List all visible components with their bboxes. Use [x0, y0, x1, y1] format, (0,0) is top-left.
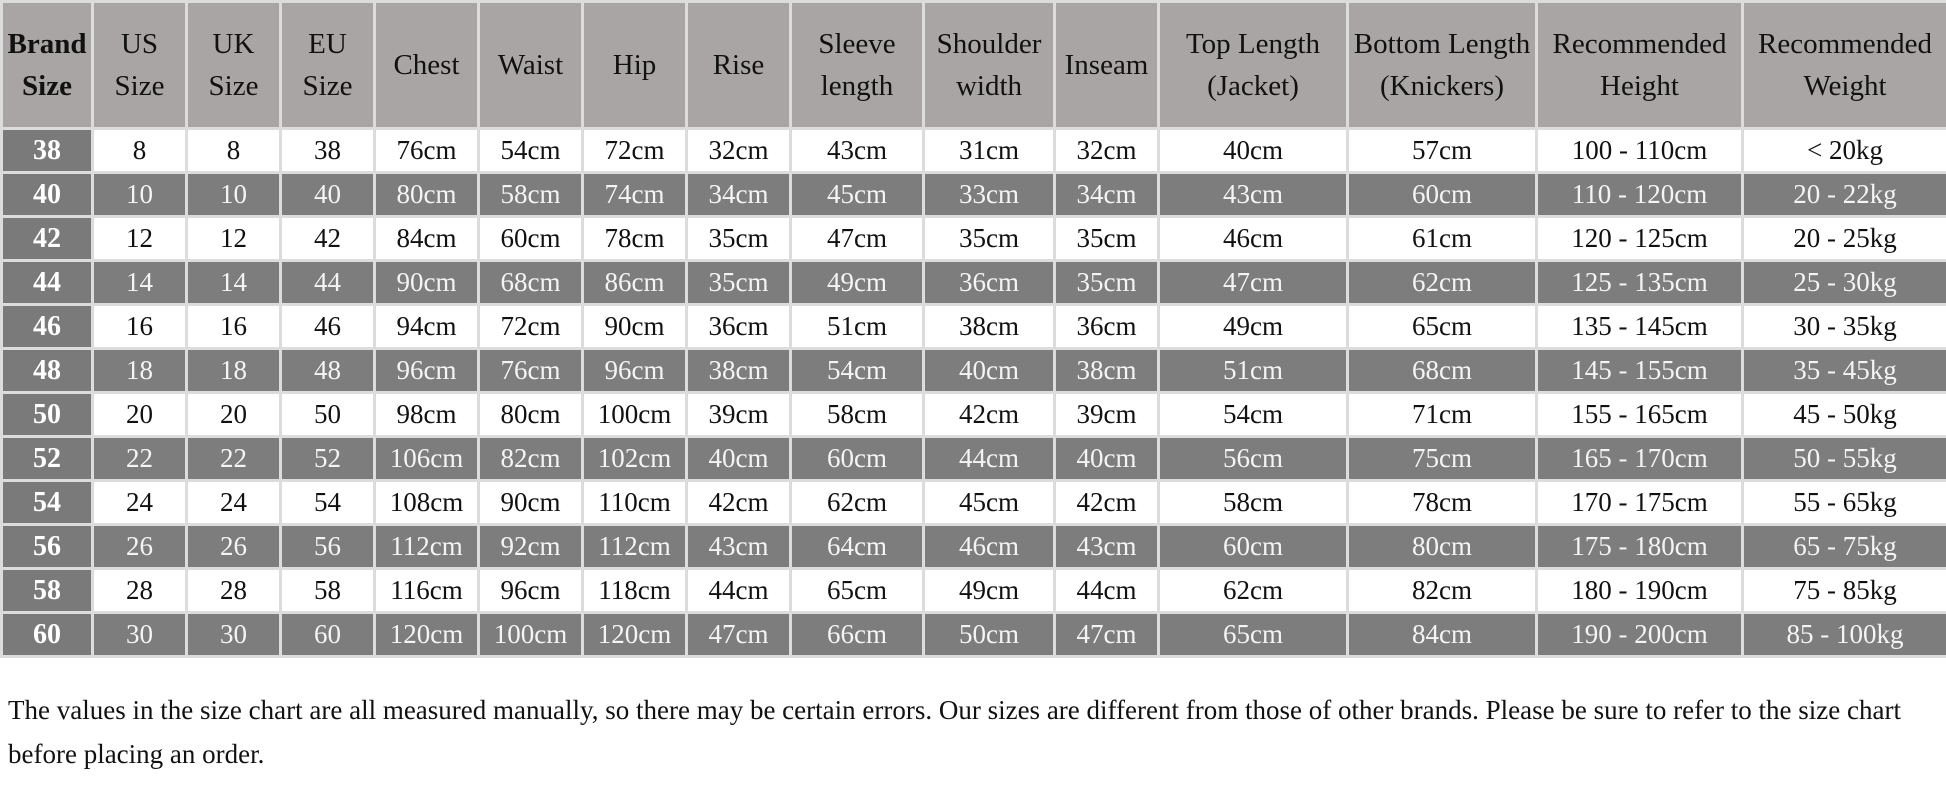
table-cell: 66cm — [792, 614, 922, 655]
table-cell: 10 — [94, 174, 185, 215]
table-cell: 78cm — [584, 218, 685, 259]
table-cell: 16 — [94, 306, 185, 347]
table-cell: 57cm — [1349, 130, 1535, 171]
table-cell: 47cm — [1160, 262, 1346, 303]
table-cell: 38cm — [925, 306, 1053, 347]
table-cell: 48 — [282, 350, 373, 391]
table-cell: 75 - 85kg — [1744, 570, 1946, 611]
table-cell: 38 — [282, 130, 373, 171]
table-cell: 30 — [94, 614, 185, 655]
table-cell: 72cm — [480, 306, 581, 347]
table-cell: 116cm — [376, 570, 477, 611]
table-cell: 56cm — [1160, 438, 1346, 479]
table-cell: 86cm — [584, 262, 685, 303]
table-cell: 92cm — [480, 526, 581, 567]
table-cell: 165 - 170cm — [1538, 438, 1741, 479]
table-cell: < 20kg — [1744, 130, 1946, 171]
table-cell: 96cm — [376, 350, 477, 391]
table-cell: 20 - 25kg — [1744, 218, 1946, 259]
table-cell: 31cm — [925, 130, 1053, 171]
table-cell: 22 — [188, 438, 279, 479]
table-cell: 38cm — [688, 350, 789, 391]
table-cell: 76cm — [376, 130, 477, 171]
table-cell: 82cm — [1349, 570, 1535, 611]
table-cell: 33cm — [925, 174, 1053, 215]
table-cell: 58cm — [792, 394, 922, 435]
table-cell: 28 — [188, 570, 279, 611]
table-cell: 51cm — [792, 306, 922, 347]
table-cell: 40 — [282, 174, 373, 215]
table-cell: 98cm — [376, 394, 477, 435]
table-cell: 34cm — [1056, 174, 1157, 215]
table-cell: 60 — [282, 614, 373, 655]
table-cell: 60cm — [480, 218, 581, 259]
table-cell: 40cm — [688, 438, 789, 479]
header-recommended-weight: Recommended Weight — [1744, 3, 1946, 127]
measurement-note: The values in the size chart are all measured manually, so there may be certain errors. Our sizes are different from those of other brands. Please be sure to refer to the size chart before placing an order. — [8, 695, 1901, 769]
table-cell: 58 — [282, 570, 373, 611]
table-cell: 39cm — [688, 394, 789, 435]
table-cell: 76cm — [480, 350, 581, 391]
table-cell: 82cm — [480, 438, 581, 479]
table-cell: 35 - 45kg — [1744, 350, 1946, 391]
table-cell: 49cm — [1160, 306, 1346, 347]
table-cell: 12 — [188, 218, 279, 259]
brand-size-cell: 40 — [3, 174, 91, 215]
table-cell: 120cm — [584, 614, 685, 655]
table-cell: 64cm — [792, 526, 922, 567]
table-row — [3, 350, 1946, 391]
table-cell: 35cm — [688, 218, 789, 259]
table-cell: 45cm — [792, 174, 922, 215]
table-cell: 62cm — [792, 482, 922, 523]
table-cell: 120cm — [376, 614, 477, 655]
table-cell: 46cm — [925, 526, 1053, 567]
table-cell: 80cm — [1349, 526, 1535, 567]
header-waist: Waist — [480, 3, 581, 127]
table-cell: 42 — [282, 218, 373, 259]
table-cell: 170 - 175cm — [1538, 482, 1741, 523]
size-chart-body — [3, 130, 1946, 655]
brand-size-cell: 52 — [3, 438, 91, 479]
table-cell: 78cm — [1349, 482, 1535, 523]
table-cell: 84cm — [1349, 614, 1535, 655]
table-cell: 50 - 55kg — [1744, 438, 1946, 479]
table-cell: 52 — [282, 438, 373, 479]
table-cell: 71cm — [1349, 394, 1535, 435]
table-cell: 28 — [94, 570, 185, 611]
table-cell: 24 — [94, 482, 185, 523]
table-cell: 42cm — [1056, 482, 1157, 523]
header-bottom-length: Bottom Length (Knickers) — [1349, 3, 1535, 127]
table-row — [3, 262, 1946, 303]
table-cell: 46 — [282, 306, 373, 347]
table-cell: 50 — [282, 394, 373, 435]
header-brand-size: Brand Size — [3, 3, 91, 127]
table-cell: 12 — [94, 218, 185, 259]
table-cell: 42cm — [688, 482, 789, 523]
table-cell: 32cm — [1056, 130, 1157, 171]
brand-size-cell: 60 — [3, 614, 91, 655]
table-cell: 65cm — [792, 570, 922, 611]
table-cell: 61cm — [1349, 218, 1535, 259]
brand-size-cell: 44 — [3, 262, 91, 303]
header-recommended-height: Recommended Height — [1538, 3, 1741, 127]
header-shoulder-width: Shoulder width — [925, 3, 1053, 127]
table-cell: 74cm — [584, 174, 685, 215]
table-cell: 90cm — [376, 262, 477, 303]
table-row — [3, 394, 1946, 435]
table-cell: 108cm — [376, 482, 477, 523]
table-cell: 38cm — [1056, 350, 1157, 391]
table-cell: 110 - 120cm — [1538, 174, 1741, 215]
table-cell: 44cm — [1056, 570, 1157, 611]
table-cell: 135 - 145cm — [1538, 306, 1741, 347]
table-cell: 58cm — [1160, 482, 1346, 523]
header-uk-size: UK Size — [188, 3, 279, 127]
table-cell: 36cm — [925, 262, 1053, 303]
table-row — [3, 306, 1946, 347]
table-cell: 39cm — [1056, 394, 1157, 435]
header-row — [3, 3, 1946, 127]
table-cell: 75cm — [1349, 438, 1535, 479]
table-cell: 8 — [188, 130, 279, 171]
table-cell: 25 - 30kg — [1744, 262, 1946, 303]
table-cell: 80cm — [376, 174, 477, 215]
table-cell: 36cm — [1056, 306, 1157, 347]
table-cell: 40cm — [925, 350, 1053, 391]
table-cell: 68cm — [1349, 350, 1535, 391]
table-cell: 16 — [188, 306, 279, 347]
table-cell: 145 - 155cm — [1538, 350, 1741, 391]
table-cell: 40cm — [1160, 130, 1346, 171]
table-cell: 175 - 180cm — [1538, 526, 1741, 567]
table-cell: 68cm — [480, 262, 581, 303]
table-cell: 85 - 100kg — [1744, 614, 1946, 655]
table-cell: 84cm — [376, 218, 477, 259]
table-cell: 96cm — [584, 350, 685, 391]
table-cell: 26 — [188, 526, 279, 567]
table-cell: 44cm — [688, 570, 789, 611]
table-cell: 190 - 200cm — [1538, 614, 1741, 655]
table-cell: 65cm — [1160, 614, 1346, 655]
table-cell: 80cm — [480, 394, 581, 435]
table-cell: 100cm — [584, 394, 685, 435]
table-cell: 54cm — [792, 350, 922, 391]
table-cell: 43cm — [1056, 526, 1157, 567]
table-cell: 60cm — [1160, 526, 1346, 567]
table-cell: 49cm — [925, 570, 1053, 611]
table-cell: 90cm — [584, 306, 685, 347]
table-cell: 22 — [94, 438, 185, 479]
table-cell: 18 — [94, 350, 185, 391]
header-rise: Rise — [688, 3, 789, 127]
table-cell: 18 — [188, 350, 279, 391]
table-cell: 30 — [188, 614, 279, 655]
brand-size-cell: 58 — [3, 570, 91, 611]
table-row — [3, 130, 1946, 171]
table-cell: 20 — [188, 394, 279, 435]
table-cell: 100 - 110cm — [1538, 130, 1741, 171]
table-cell: 14 — [188, 262, 279, 303]
table-cell: 125 - 135cm — [1538, 262, 1741, 303]
table-cell: 36cm — [688, 306, 789, 347]
table-cell: 43cm — [792, 130, 922, 171]
table-cell: 44 — [282, 262, 373, 303]
table-cell: 20 — [94, 394, 185, 435]
table-row — [3, 570, 1946, 611]
header-eu-size: EU Size — [282, 3, 373, 127]
header-us-size: US Size — [94, 3, 185, 127]
table-cell: 106cm — [376, 438, 477, 479]
table-cell: 54cm — [1160, 394, 1346, 435]
table-cell: 51cm — [1160, 350, 1346, 391]
table-cell: 24 — [188, 482, 279, 523]
table-cell: 42cm — [925, 394, 1053, 435]
brand-size-cell: 54 — [3, 482, 91, 523]
table-cell: 62cm — [1160, 570, 1346, 611]
table-cell: 50cm — [925, 614, 1053, 655]
table-cell: 35cm — [1056, 262, 1157, 303]
brand-size-cell: 50 — [3, 394, 91, 435]
table-cell: 102cm — [584, 438, 685, 479]
table-row — [3, 526, 1946, 567]
table-cell: 94cm — [376, 306, 477, 347]
table-cell: 35cm — [925, 218, 1053, 259]
table-row — [3, 482, 1946, 523]
table-cell: 180 - 190cm — [1538, 570, 1741, 611]
header-top-length: Top Length (Jacket) — [1160, 3, 1346, 127]
table-cell: 54 — [282, 482, 373, 523]
table-cell: 100cm — [480, 614, 581, 655]
table-cell: 44cm — [925, 438, 1053, 479]
table-cell: 10 — [188, 174, 279, 215]
brand-size-cell: 48 — [3, 350, 91, 391]
table-cell: 46cm — [1160, 218, 1346, 259]
table-cell: 40cm — [1056, 438, 1157, 479]
table-row — [3, 438, 1946, 479]
table-cell: 65cm — [1349, 306, 1535, 347]
table-cell: 35cm — [688, 262, 789, 303]
table-cell: 14 — [94, 262, 185, 303]
table-cell: 112cm — [376, 526, 477, 567]
table-cell: 120 - 125cm — [1538, 218, 1741, 259]
table-cell: 35cm — [1056, 218, 1157, 259]
table-row — [3, 174, 1946, 215]
table-cell: 47cm — [688, 614, 789, 655]
table-cell: 56 — [282, 526, 373, 567]
brand-size-cell: 38 — [3, 130, 91, 171]
table-cell: 43cm — [688, 526, 789, 567]
header-hip: Hip — [584, 3, 685, 127]
table-cell: 65 - 75kg — [1744, 526, 1946, 567]
brand-size-cell: 42 — [3, 218, 91, 259]
table-cell: 26 — [94, 526, 185, 567]
table-cell: 155 - 165cm — [1538, 394, 1741, 435]
table-cell: 47cm — [792, 218, 922, 259]
brand-size-cell: 56 — [3, 526, 91, 567]
table-cell: 118cm — [584, 570, 685, 611]
brand-size-cell: 46 — [3, 306, 91, 347]
table-cell: 112cm — [584, 526, 685, 567]
table-cell: 20 - 22kg — [1744, 174, 1946, 215]
table-cell: 110cm — [584, 482, 685, 523]
table-cell: 62cm — [1349, 262, 1535, 303]
table-cell: 49cm — [792, 262, 922, 303]
table-cell: 60cm — [1349, 174, 1535, 215]
table-row — [3, 614, 1946, 655]
header-inseam: Inseam — [1056, 3, 1157, 127]
table-row — [3, 218, 1946, 259]
table-cell: 90cm — [480, 482, 581, 523]
table-cell: 45 - 50kg — [1744, 394, 1946, 435]
table-cell: 43cm — [1160, 174, 1346, 215]
table-cell: 60cm — [792, 438, 922, 479]
table-cell: 34cm — [688, 174, 789, 215]
table-cell: 72cm — [584, 130, 685, 171]
table-cell: 58cm — [480, 174, 581, 215]
table-cell: 47cm — [1056, 614, 1157, 655]
header-chest: Chest — [376, 3, 477, 127]
table-cell: 8 — [94, 130, 185, 171]
table-cell: 45cm — [925, 482, 1053, 523]
table-cell: 96cm — [480, 570, 581, 611]
table-cell: 55 - 65kg — [1744, 482, 1946, 523]
header-sleeve-length: Sleeve length — [792, 3, 922, 127]
table-cell: 54cm — [480, 130, 581, 171]
table-cell: 32cm — [688, 130, 789, 171]
table-cell: 30 - 35kg — [1744, 306, 1946, 347]
